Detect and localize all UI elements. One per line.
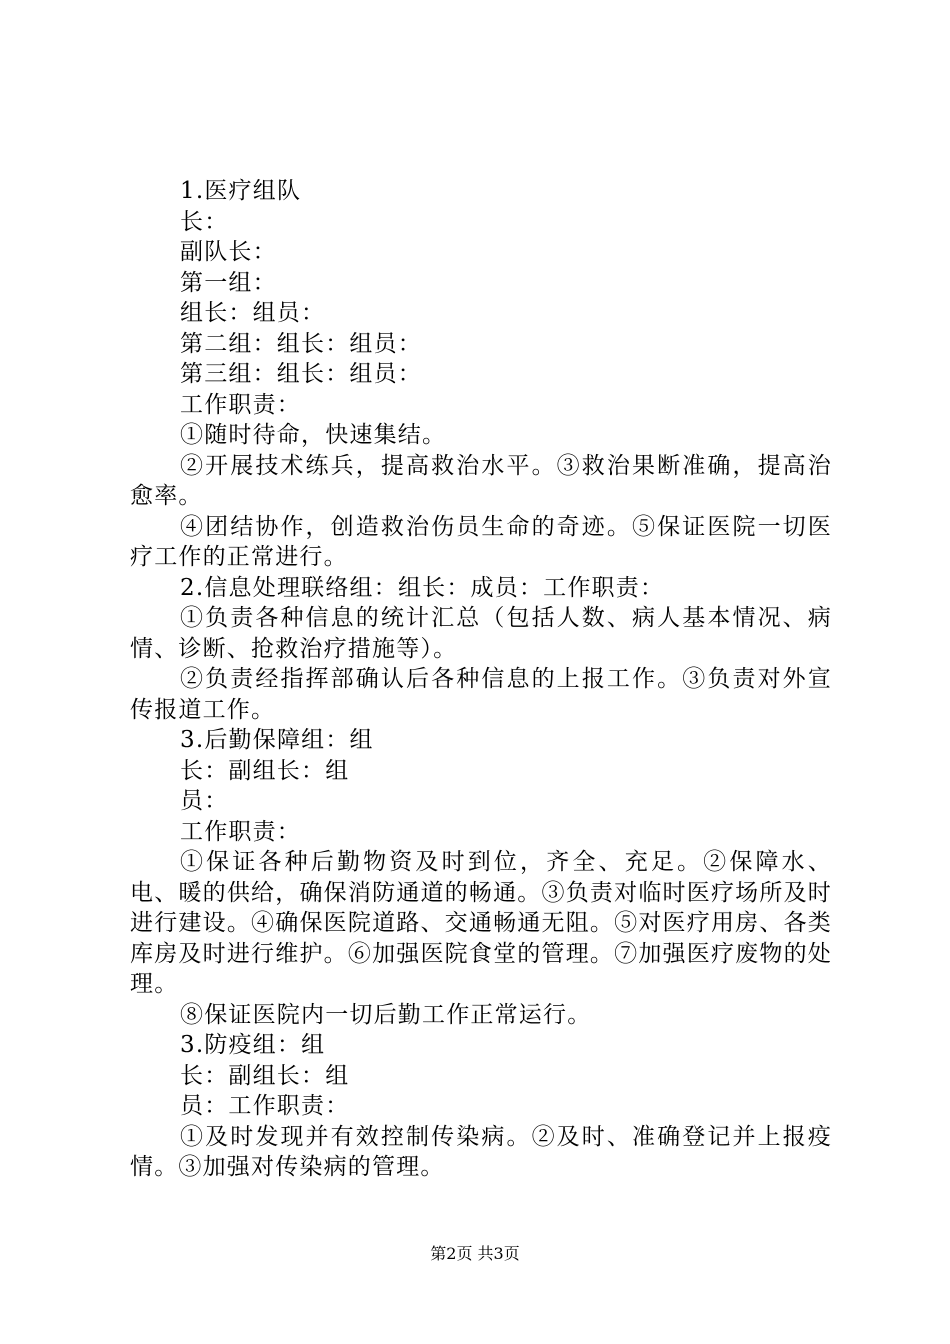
paragraph-medical-duty-2-3: ②开展技术练兵，提高救治水平。③救治果断准确，提高治愈率。 xyxy=(130,452,832,509)
paragraph-group-one-members: 组长：组员： xyxy=(180,300,326,326)
paragraph-medical-team-heading: 1.医疗组队 xyxy=(180,178,302,204)
paragraph-logistics-leaders: 长：副组长：组 xyxy=(180,757,350,784)
paragraph-logistics-duties-label: 工作职责： xyxy=(180,818,301,845)
paragraph-info-duty-1: ①负责各种信息的统计汇总（包括人数、病人基本情况、病情、诊断、抢救治疗措施等）。 xyxy=(130,605,832,662)
paragraph-epidemic-duties: ①及时发现并有效控制传染病。②及时、准确登记并上报疫情。③加强对传染病的管理。 xyxy=(130,1123,832,1180)
paragraph-epidemic-members-duties: 员：工作职责： xyxy=(180,1093,350,1119)
paragraph-group-three: 第三组：组长：组员： xyxy=(180,361,422,387)
paragraph-info-group-heading: 2.信息处理联络组：组长：成员：工作职责： xyxy=(180,574,665,601)
paragraph-group-one: 第一组： xyxy=(180,269,277,296)
page-number-footer: 第2页 共3页 xyxy=(430,1244,520,1263)
paragraph-medical-duty-4-5: ④团结协作，创造救治伤员生命的奇迹。⑤保证医院一切医疗工作的正常进行。 xyxy=(130,513,832,570)
document-body xyxy=(130,176,832,1183)
paragraph-logistics-group-heading: 3.后勤保障组：组 xyxy=(180,727,374,753)
paragraph-deputy-team-leader: 副队长： xyxy=(180,239,277,265)
paragraph-epidemic-leaders: 长：副组长：组 xyxy=(180,1062,350,1089)
paragraph-team-leader: 长： xyxy=(180,208,229,235)
paragraph-group-two: 第二组：组长：组员： xyxy=(180,330,422,357)
paragraph-medical-duty-1: ①随时待命，快速集结。 xyxy=(180,422,447,448)
paragraph-logistics-members: 员： xyxy=(180,788,229,814)
paragraph-logistics-duty-8: ⑧保证医院内一切后勤工作正常运行。 xyxy=(180,1001,592,1028)
paragraph-info-duty-2-3: ②负责经指挥部确认后各种信息的上报工作。③负责对外宣传报道工作。 xyxy=(130,666,832,723)
paragraph-logistics-duties-1-7: ①保证各种后勤物资及时到位，齐全、充足。②保障水、电、暖的供给，确保消防通道的畅通。③负责对临时医疗场所及时进行建设。④确保医院道路、交通畅通无阻。⑤对医疗用房、各类库房及时进行维护。⑥加强医院食堂的管理。⑦加强医疗废物的处理。 xyxy=(130,849,832,997)
paragraph-epidemic-group-heading: 3.防疫组：组 xyxy=(180,1032,326,1058)
paragraph-medical-duties-label: 工作职责： xyxy=(180,391,301,418)
